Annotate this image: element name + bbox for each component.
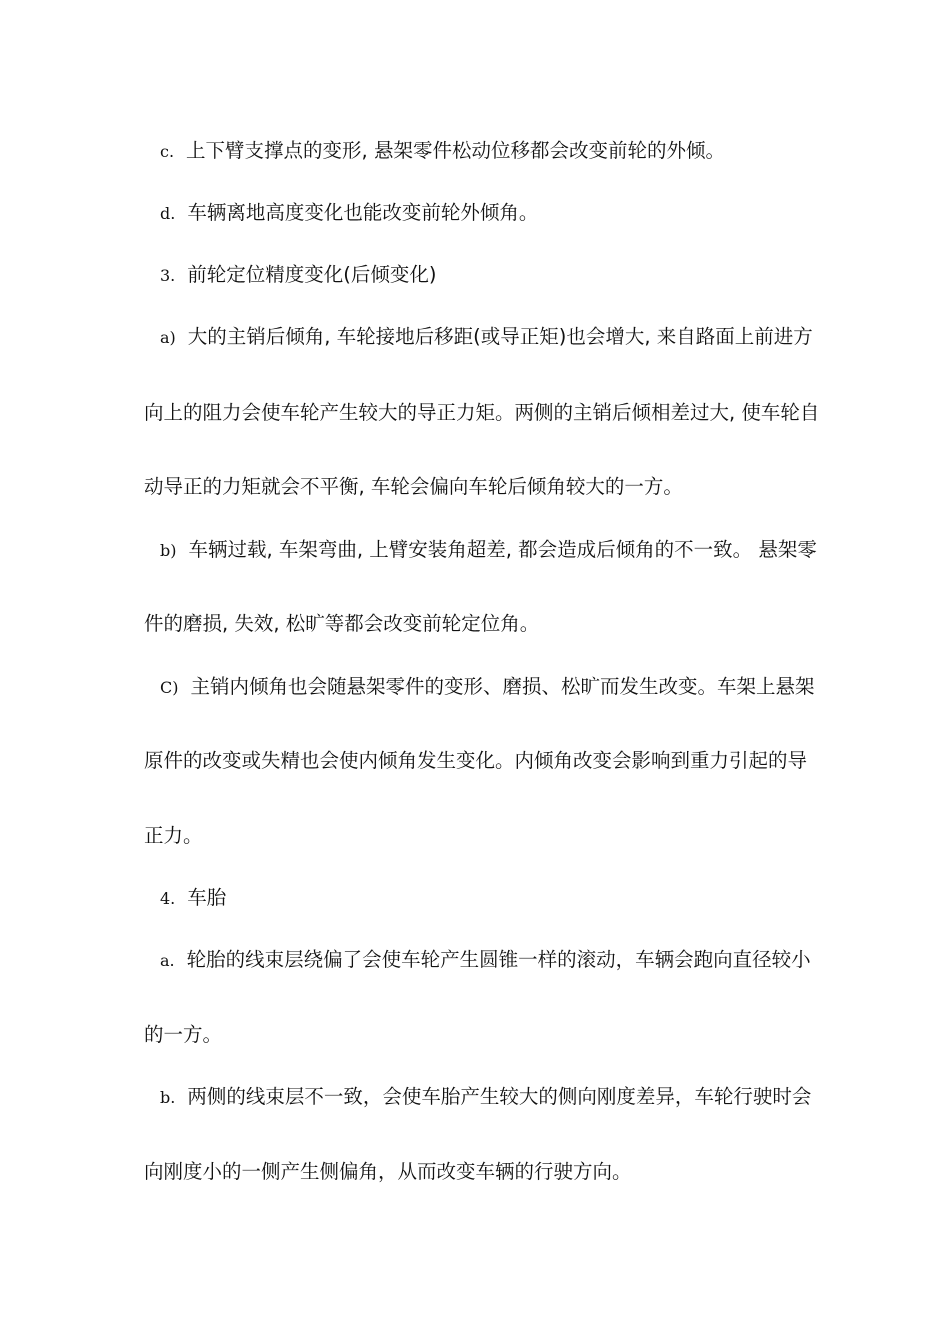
line-text: 件的磨损, 失效, 松旷等都会改变前轮定位角。 <box>144 612 540 635</box>
list-marker: 4. <box>160 889 176 908</box>
line-text: 动导正的力矩就会不平衡, 车轮会偏向车轮后倾角较大的一方。 <box>144 475 683 498</box>
list-marker: c. <box>160 142 175 161</box>
line-text: 前轮定位精度变化(后倾变化) <box>187 263 437 286</box>
line-text: 大的主销后倾角, 车轮接地后移距(或导正矩)也会增大, 来自路面上前进方 <box>187 325 813 348</box>
line-text: 轮胎的线束层绕偏了会使车轮产生圆锥一样的滚动，车辆会跑向直径较小 <box>186 948 811 971</box>
list-marker: b. <box>160 1088 176 1107</box>
section-heading <box>160 885 825 912</box>
paragraph-line <box>144 823 809 849</box>
paragraph-line <box>144 1159 809 1185</box>
paragraph-line <box>160 324 825 351</box>
line-text: 车辆过载, 车架弯曲, 上臂安装角超差, 都会造成后倾角的不一致。 悬架零 <box>188 538 817 561</box>
paragraph-line <box>160 537 825 564</box>
line-text: 向刚度小的一侧产生侧偏角，从而改变车辆的行驶方向。 <box>144 1160 632 1183</box>
paragraph-line <box>160 947 825 974</box>
paragraph-line <box>144 400 820 426</box>
paragraph-line <box>160 200 825 227</box>
line-text: 原件的改变或失精也会使内倾角发生变化。内倾角改变会影响到重力引起的导 <box>144 749 808 772</box>
line-text: 车辆离地高度变化也能改变前轮外倾角。 <box>187 201 539 224</box>
paragraph-line <box>160 138 825 165</box>
line-text: 向上的阻力会使车轮产生较大的导正力矩。两侧的主销后倾相差过大, 使车轮自 <box>144 401 820 424</box>
line-text: 正力。 <box>144 824 203 847</box>
list-marker: a. <box>160 951 175 970</box>
paragraph-line <box>160 674 825 701</box>
paragraph-line <box>144 1022 809 1048</box>
paragraph-line <box>144 474 809 500</box>
line-text: 的一方。 <box>144 1023 223 1046</box>
list-marker: a) <box>160 328 176 347</box>
paragraph-line <box>144 748 809 774</box>
line-text: 两侧的线束层不一致，会使车胎产生较大的侧向刚度差异，车轮行驶时会 <box>187 1085 812 1108</box>
paragraph-line <box>160 1084 825 1111</box>
paragraph-line <box>144 611 809 637</box>
section-heading <box>160 262 825 289</box>
line-text: 上下臂支撑点的变形, 悬架零件松动位移都会改变前轮的外倾。 <box>186 139 725 162</box>
line-text: 车胎 <box>187 886 227 909</box>
list-marker: 3. <box>160 266 176 285</box>
line-text: 主销内倾角也会随悬架零件的变形、磨损、松旷而发生改变。车架上悬架 <box>190 675 815 698</box>
list-marker: b) <box>160 541 177 560</box>
list-marker: d. <box>160 204 176 223</box>
list-marker: C) <box>160 678 179 697</box>
